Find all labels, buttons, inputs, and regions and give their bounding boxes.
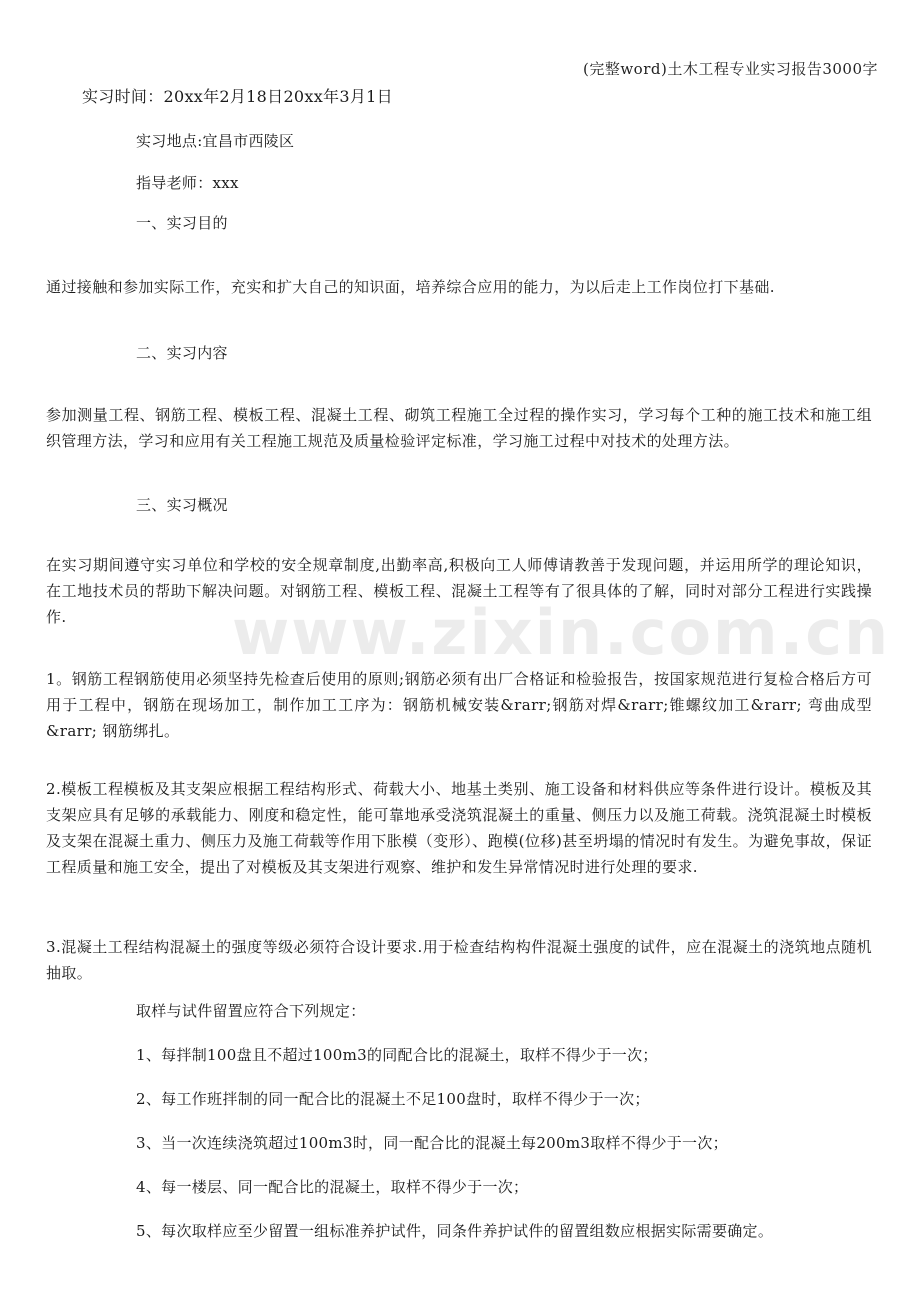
section-3-body: 在实习期间遵守实习单位和学校的安全规章制度,出勤率高,积极向工人师傅请教善于发现问题，并运用所学的理论知识，在工地技术员的帮助下解决问题。对钢筋工程、模板工程、混凝土工程等有了很具体的了解，同时对部分工程进行实践操作. xyxy=(46,556,872,626)
rule-item: 5、每次取样应至少留置一组标准养护试件，同条件养护试件的留置组数应根据实际需要确定。 xyxy=(136,1222,774,1240)
section-3-heading: 三、实习概况 xyxy=(136,496,228,514)
item-3-concrete: 3.混凝土工程结构混凝土的强度等级必须符合设计要求.用于检查结构构件混凝土强度的试件，应在混凝土的浇筑地点随机抽取。 xyxy=(46,938,872,982)
internship-time: 实习时间：20xx年2月18日20xx年3月1日 xyxy=(82,87,393,106)
internship-location: 实习地点:宜昌市西陵区 xyxy=(136,132,295,150)
internship-teacher: 指导老师：xxx xyxy=(136,174,239,192)
item-1-rebar: 1。钢筋工程钢筋使用必须坚持先检查后使用的原则;钢筋必须有出厂合格证和检验报告，按国家规范进行复检合格后方可用于工程中，钢筋在现场加工，制作加工工序为：钢筋机械安装&rarr;钢筋对焊&rarr;锥螺纹加工&rarr; 弯曲成型&rarr; 钢筋绑扎。 xyxy=(46,670,872,740)
rule-item: 4、每一楼层、同一配合比的混凝土，取样不得少于一次； xyxy=(136,1178,529,1196)
rule-item: 2、每工作班拌制的同一配合比的混凝土不足100盘时，取样不得少于一次； xyxy=(136,1090,650,1108)
rules-heading: 取样与试件留置应符合下列规定： xyxy=(136,1002,366,1020)
section-1-body: 通过接触和参加实际工作，充实和扩大自己的知识面，培养综合应用的能力，为以后走上工作岗位打下基础. xyxy=(46,278,775,296)
rule-item: 3、当一次连续浇筑超过100m3时，同一配合比的混凝土每200m3取样不得少于一次； xyxy=(136,1134,728,1152)
section-2-body: 参加测量工程、钢筋工程、模板工程、混凝土工程、砌筑工程施工全过程的操作实习，学习每个工种的施工技术和施工组织管理方法，学习和应用有关工程施工规范及质量检验评定标准，学习施工过程中对技术的处理方法。 xyxy=(46,406,872,450)
document-header-title: (完整word)土木工程专业实习报告3000字 xyxy=(582,60,878,78)
item-2-formwork: 2.模板工程模板及其支架应根据工程结构形式、荷载大小、地基土类别、施工设备和材料供应等条件进行设计。模板及其支架应具有足够的承载能力、刚度和稳定性，能可靠地承受浇筑混凝土的重量、侧压力以及施工荷载。浇筑混凝土时模板及支架在混凝土重力、侧压力及施工荷载等作用下胀模（变形）、跑模(位移)甚至坍塌的情况时有发生。为避免事故，保证工程质量和施工安全，提出了对模板及其支架进行观察、维护和发生异常情况时进行处理的要求. xyxy=(46,780,872,876)
section-1-heading: 一、实习目的 xyxy=(136,214,228,232)
section-2-heading: 二、实习内容 xyxy=(136,344,228,362)
rule-item: 1、每拌制100盘且不超过100m3的同配合比的混凝土，取样不得少于一次； xyxy=(136,1046,658,1064)
watermark: www.zixin.com.cn xyxy=(232,596,891,669)
